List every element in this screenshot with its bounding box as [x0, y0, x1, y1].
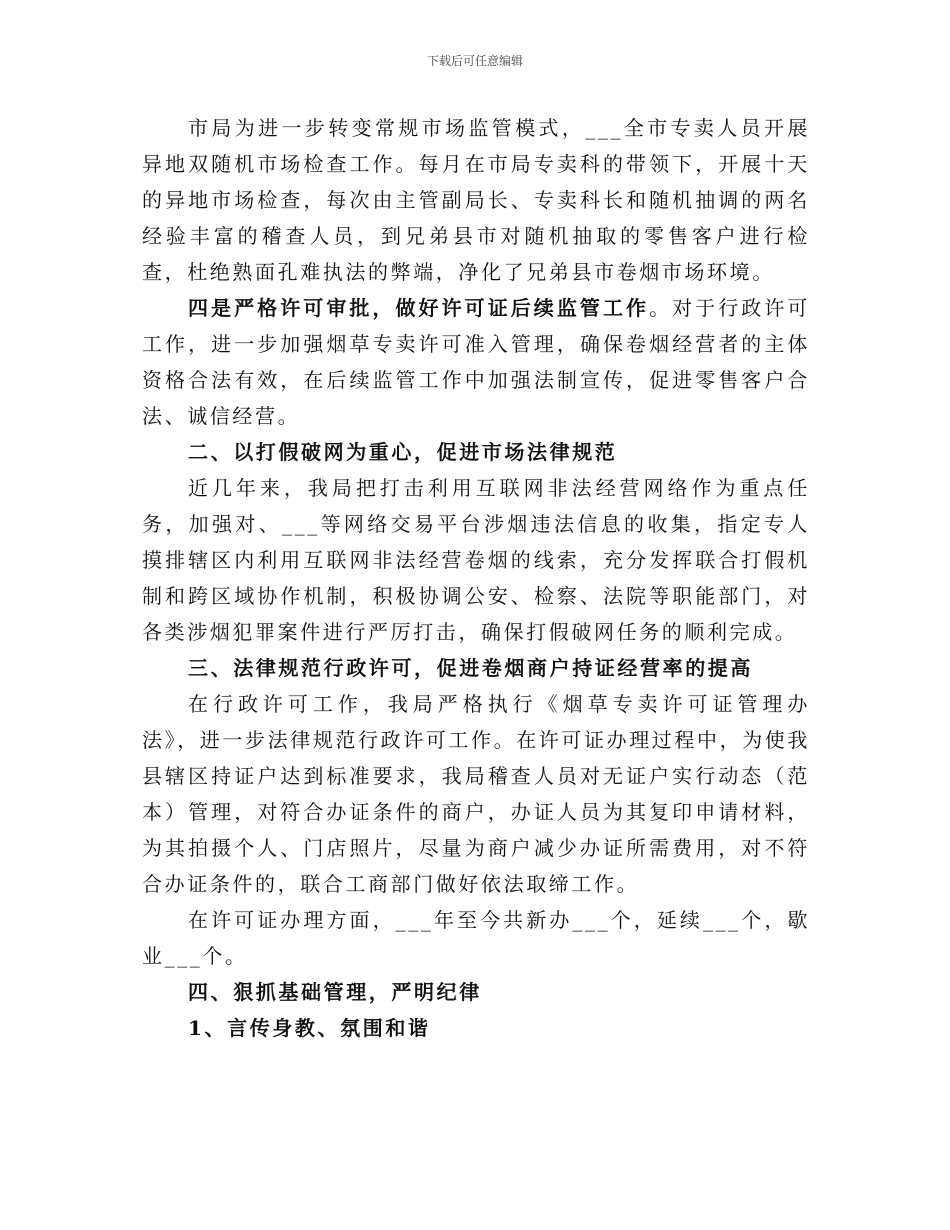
section-heading-4: 四、狠抓基础管理，严明纪律	[188, 980, 482, 1004]
section-heading-3: 三、法律规范行政许可，促进卷烟商户持证经营率的提高	[188, 656, 753, 680]
subsection-heading-1: 1、言传身教、氛围和谐	[188, 1016, 431, 1040]
paragraph-license-text: 。对于行政许可工作，进一步加强烟草专卖许可准入管理，确保卷烟经营者的主体资格合法有效，在后续监管工作中加强法制宣传，促进零售客户合法、诚信经营。	[142, 296, 811, 428]
paragraph-license-supervision	[142, 290, 810, 434]
paragraph-administrative-license: 在行政许可工作，我局严格执行《烟草专卖许可证管理办法》，进一步法律规范行政许可工作。在许可证办理过程中，为使我县辖区持证户达到标准要求，我局稽查人员对无证户实行动态（范本）管理，对符合办证条件的商户，办证人员为其复印申请材料，为其拍摄个人、门店照片，尽量为商户减少办证所需费用，对不符合办证条件的，联合工商部门做好依法取缔工作。	[142, 692, 810, 896]
paragraph-license-statistics: 在许可证办理方面，___年至今共新办___个，延续___个，歇业___个。	[142, 908, 810, 968]
document-body	[142, 110, 810, 1046]
section-heading-2: 二、以打假破网为重心，促进市场法律规范	[188, 440, 618, 464]
paragraph-lead-bold: 四是严格许可审批，做好许可证后续监管工作	[188, 296, 650, 320]
paragraph-anti-counterfeit: 近几年来，我局把打击利用互联网非法经营网络作为重点任务，加强对、___等网络交易平台涉烟违法信息的收集，指定专人摸排辖区内利用互联网非法经营卷烟的线索，充分发挥联合打假机制和跨区域协作机制，积极协调公安、检察、法院等职能部门，对各类涉烟犯罪案件进行严厉打击，确保打假破网任务的顺利完成。	[142, 476, 810, 644]
page-header: 下载后可任意编辑	[426, 54, 523, 68]
paragraph-market-inspection: 市局为进一步转变常规市场监管模式，___全市专卖人员开展异地双随机市场检查工作。每月在市局专卖科的带领下，开展十天的异地市场检查，每次由主管副局长、专卖科长和随机抽调的两名经验丰富的稽查人员，到兄弟县市对随机抽取的零售客户进行检查，杜绝熟面孔难执法的弊端，净化了兄弟县市卷烟市场环境。	[142, 116, 810, 284]
